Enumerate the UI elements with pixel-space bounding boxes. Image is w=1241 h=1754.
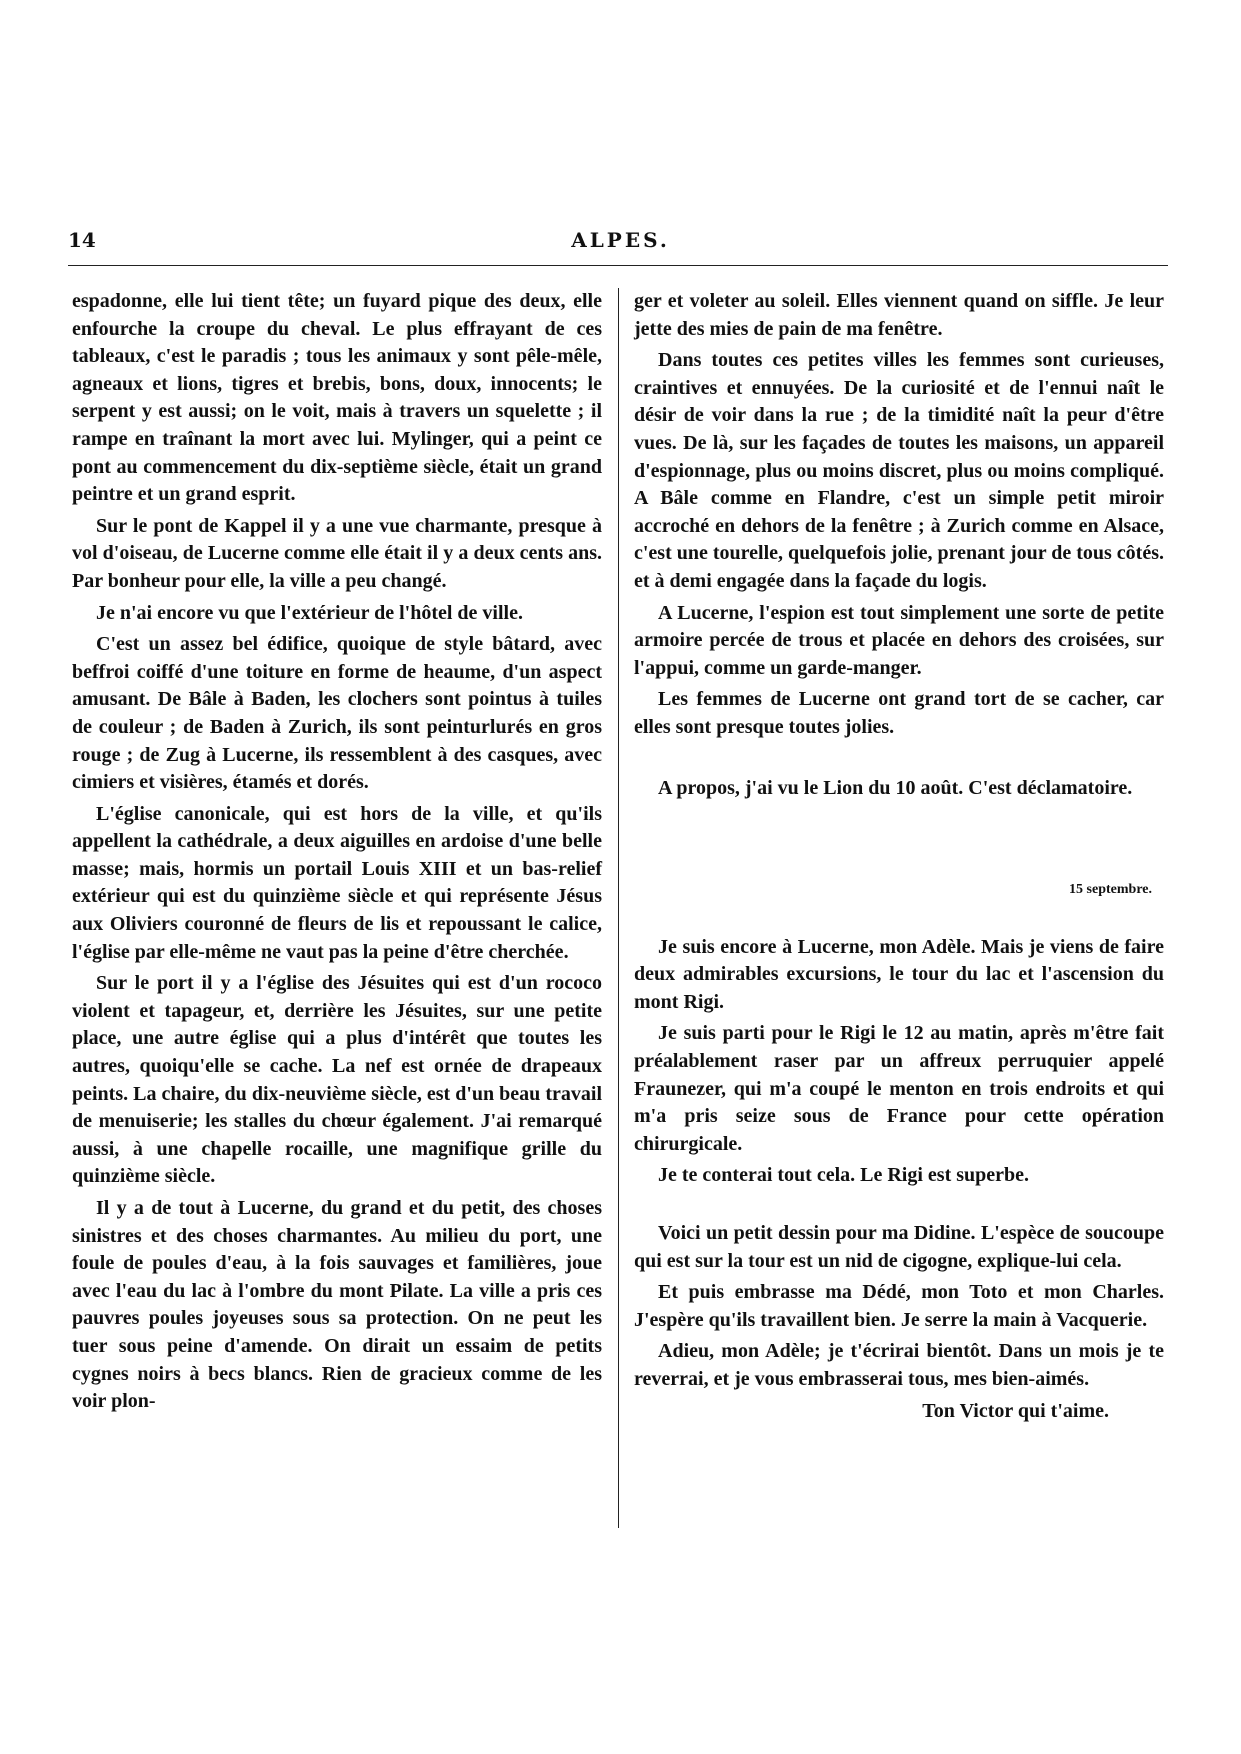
- paragraph: A Lucerne, l'espion est tout simplement une sorte de petite armoire percée de trous et placée en dehors des croisées, sur l'appui, comme un garde-manger.: [634, 601, 1164, 679]
- paragraph: Sur le pont de Kappel il y a une vue charmante, presque à vol d'oiseau, de Lucerne comme elle était il y a deux cents ans. Par bonheur pour elle, la ville a peu changé.: [72, 514, 602, 592]
- paragraph: Je te conterai tout cela. Le Rigi est superbe.: [658, 1164, 1030, 1187]
- left-column: [72, 288, 602, 1420]
- dateline: 15 septembre.: [1069, 882, 1152, 898]
- running-head: ALPES.: [571, 228, 670, 252]
- column-divider: [618, 288, 619, 1528]
- paragraph: Voici un petit dessin pour ma Didine. L'espèce de soucoupe qui est sur la tour est un nid de cigogne, explique-lui cela.: [634, 1222, 1164, 1272]
- paragraph: espadonne, elle lui tient tête; un fuyard pique des deux, elle enfourche la croupe du cheval. Le plus effrayant de ces tableaux, c'est le paradis ; tous les animaux y sont pêle-mêle, agneaux et lions, tigres et brebis, bons, doux, innocents; le serpent y est aussi; on le voit, mais à travers un squelette ; il rampe en traînant la mort avec lui. Mylinger, qui a peint ce pont au commencement du dix-septième siècle, était un grand peintre et un grand esprit.: [72, 290, 602, 506]
- header-rule: [68, 265, 1168, 266]
- paragraph: ger et voleter au soleil. Elles viennent quand on siffle. Je leur jette des mies de pain de ma fenêtre.: [634, 290, 1164, 340]
- paragraph: Je n'ai encore vu que l'extérieur de l'hôtel de ville.: [96, 601, 523, 624]
- paragraph: Sur le port il y a l'église des Jésuites qui est d'un rococo violent et tapageur, et, derrière les Jésuites, sur une petite place, une autre église qui a plus d'intérêt que toutes les autres, quoiqu'elle se cache. La nef est ornée de drapeaux peints. La chaire, du dix-neuvième siècle, est d'un beau travail de menuiserie; les stalles du chœur également. J'ai remarqué aussi, à une chapelle rocaille, une magnifique grille du quinzième siècle.: [72, 972, 602, 1188]
- paragraph: Adieu, mon Adèle; je t'écrirai bientôt. Dans un mois je te reverrai, et je vous embrasserai tous, mes bien-aimés.: [634, 1340, 1164, 1390]
- paragraph: Les femmes de Lucerne ont grand tort de se cacher, car elles sont presque toutes jolies.: [634, 688, 1164, 738]
- page-number: 14: [68, 228, 96, 252]
- paragraph: A propos, j'ai vu le Lion du 10 août. C'est déclamatoire.: [658, 776, 1133, 799]
- paragraph: Je suis parti pour le Rigi le 12 au matin, après m'être fait préalablement raser par un affreux perruquier appelé Fraunezer, qui m'a coupé le menton en trois endroits et qui m'a pris seize sous de France pour cette opération chirurgicale.: [634, 1022, 1164, 1155]
- right-column: [634, 288, 1164, 1429]
- paragraph: Dans toutes ces petites villes les femmes sont curieuses, craintives et ennuyées. De la curiosité et de l'ennui naît le désir de voir dans la rue ; de la timidité naît la peur d'être vues. De là, sur les façades de toutes les maisons, un appareil d'espionnage, plus ou moins discret, plus ou moins compliqué. A Bâle comme en Flandre, c'est un simple petit miroir accroché en dehors de la fenêtre ; à Zurich comme en Alsace, c'est une tourelle, quelquefois jolie, prenant jour de tous côtés. et à demi engagée dans la façade du logis.: [634, 349, 1164, 592]
- paragraph: Et puis embrasse ma Dédé, mon Toto et mon Charles. J'espère qu'ils travaillent bien. Je serre la main à Vacquerie.: [634, 1281, 1164, 1331]
- paragraph: L'église canonicale, qui est hors de la ville, et qu'ils appellent la cathédrale, a deux aiguilles en ardoise d'une belle masse; mais, hormis un portail Louis XIII et un bas-relief extérieur qui est du quinzième siècle et qui représente Jésus aux Oliviers couronné de fleurs de lis et repoussant le calice, l'église par elle-même ne vaut pas la peine d'être cherchée.: [72, 802, 602, 963]
- signature: Ton Victor qui t'aime.: [922, 1399, 1109, 1422]
- paragraph: Il y a de tout à Lucerne, du grand et du petit, des choses sinistres et des choses charmantes. Au milieu du port, une foule de poules d'eau, à la fois sauvages et familières, joue avec l'eau du lac à l'ombre du mont Pilate. La ville a pris ces pauvres poules joyeuses sous sa protection. On ne peut les tuer sous peine d'amende. On dirait un essaim de petits cygnes noirs à becs blancs. Rien de gracieux comme de les voir plon-: [72, 1197, 602, 1413]
- paragraph: Je suis encore à Lucerne, mon Adèle. Mais je viens de faire deux admirables excursions, le tour du lac et l'ascension du mont Rigi.: [634, 935, 1164, 1013]
- paragraph: C'est un assez bel édifice, quoique de style bâtard, avec beffroi coiffé d'une toiture en forme de heaume, d'un aspect amusant. De Bâle à Baden, les clochers sont pointus à tuiles de couleur ; de Baden à Zurich, ils sont peinturlurés en gros rouge ; de Zug à Lucerne, ils ressemblent à des casques, avec cimiers et visières, étamés et dorés.: [72, 633, 602, 794]
